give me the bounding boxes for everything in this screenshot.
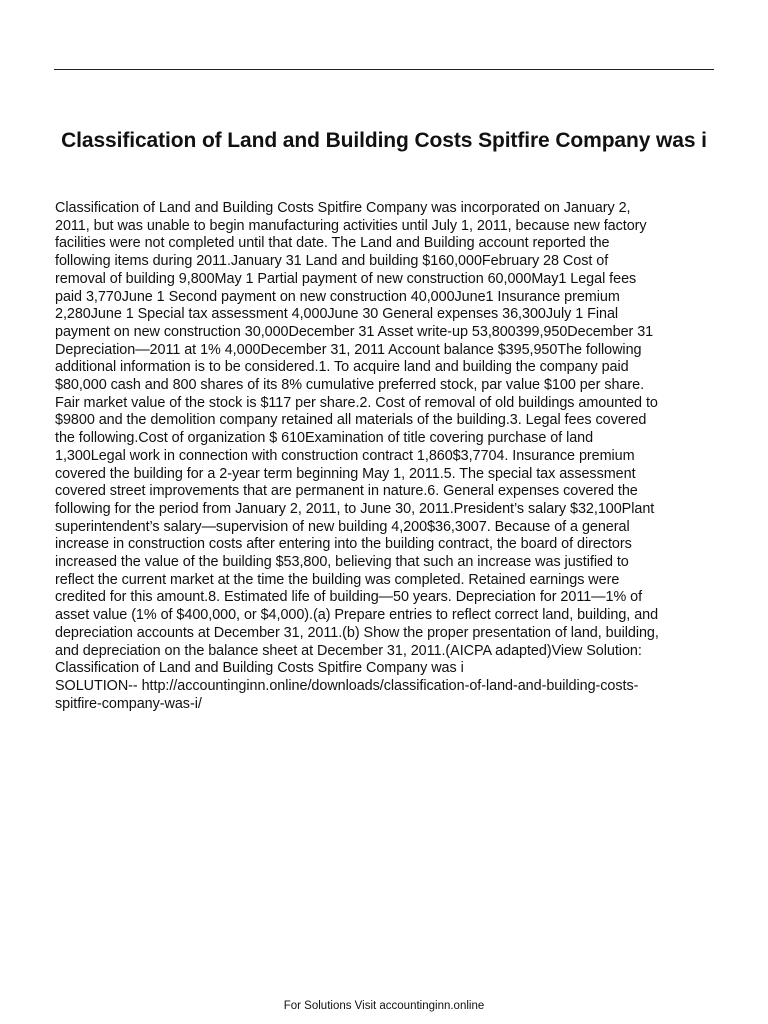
body-line: credited for this amount.8. Estimated life of building—50 years. Depreciation for 2011—1% of bbox=[55, 589, 643, 606]
body-line: facilities were not completed until that date. The Land and Building account reported the bbox=[55, 235, 610, 252]
document-title: Classification of Land and Building Costs Spitfire Company was i bbox=[61, 129, 707, 152]
body-line: $80,000 cash and 800 shares of its 8% cumulative preferred stock, par value $100 per share. bbox=[55, 377, 645, 394]
body-line: Classification of Land and Building Costs Spitfire Company was incorporated on January 2, bbox=[55, 200, 631, 216]
body-line: Depreciation—2011 at 1% 4,000December 31, 2011 Account balance $395,950The following bbox=[55, 341, 642, 358]
header-divider bbox=[54, 69, 714, 70]
body-line: Classification of Land and Building Costs Spitfire Company was i bbox=[55, 660, 464, 677]
body-line: additional information is to be considered.1. To acquire land and building the company paid bbox=[55, 359, 629, 376]
page-footer: For Solutions Visit accountinginn.online bbox=[283, 1000, 485, 1012]
body-line: reflect the current market at the time the building was completed. Retained earnings were bbox=[55, 571, 620, 588]
body-line: 2011, but was unable to begin manufacturing activities until July 1, 2011, because new factory bbox=[55, 217, 647, 234]
body-line: Fair market value of the stock is $117 per share.2. Cost of removal of old buildings amounted to bbox=[55, 394, 658, 411]
document-body bbox=[55, 200, 719, 713]
body-line: covered street improvements that are permanent in nature.6. General expenses covered the bbox=[55, 483, 638, 500]
body-line: increased the value of the building $53,800, believing that such an increase was justified to bbox=[55, 554, 629, 571]
body-line: spitfire-company-was-i/ bbox=[55, 695, 202, 712]
body-line: 1,300Legal work in connection with construction contract 1,860$3,7704. Insurance premium bbox=[55, 447, 635, 464]
body-line: depreciation accounts at December 31, 2011.(b) Show the proper presentation of land, building, bbox=[55, 624, 659, 641]
body-line: and depreciation on the balance sheet at December 31, 2011.(AICPA adapted)View Solution: bbox=[55, 642, 642, 659]
body-line: asset value (1% of $400,000, or $4,000).(a) Prepare entries to reflect correct land, building, and bbox=[55, 607, 659, 624]
body-line: removal of building 9,800May 1 Partial payment of new construction 60,000May1 Legal fees bbox=[55, 270, 637, 287]
body-line: payment on new construction 30,000December 31 Asset write-up 53,800399,950December 31 bbox=[55, 323, 654, 340]
body-line: superintendent’s salary—supervision of new building 4,200$36,3007. Because of a general bbox=[55, 518, 630, 535]
body-line: increase in construction costs after entering into the building contract, the board of directors bbox=[55, 536, 632, 553]
body-line: following items during 2011.January 31 Land and building $160,000February 28 Cost of bbox=[55, 253, 609, 270]
body-line: following for the period from January 2, 2011, to June 30, 2011.President’s salary $32,100Plant bbox=[55, 500, 655, 517]
body-line: 2,280June 1 Special tax assessment 4,000June 30 General expenses 36,300July 1 Final bbox=[55, 306, 619, 323]
body-line: SOLUTION-- http://accountinginn.online/downloads/classification-of-land-and-building-costs- bbox=[55, 677, 639, 694]
body-line: paid 3,770June 1 Second payment on new construction 40,000June1 Insurance premium bbox=[55, 288, 620, 305]
body-line: the following.Cost of organization $ 610Examination of title covering purchase of land bbox=[55, 430, 594, 447]
body-line: $9800 and the demolition company retained all materials of the building.3. Legal fees covered bbox=[55, 412, 647, 429]
body-line: covered the building for a 2-year term beginning May 1, 2011.5. The special tax assessment bbox=[55, 465, 636, 482]
